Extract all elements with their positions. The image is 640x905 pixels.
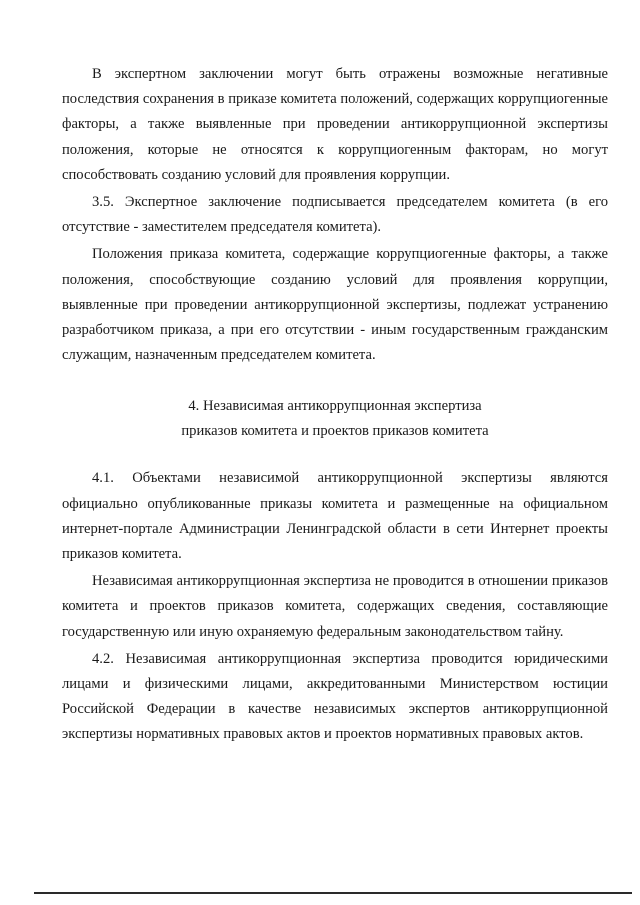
paragraph-secret-exclusion: Независимая антикоррупционная экспертиза не проводится в отношении приказов комитета и проектов приказов комитета, содержащих сведения, составляющие государственную или иную охраняемую федеральным законодательством тайну. <box>62 573 608 640</box>
paragraph-4-2-experts: 4.2. Независимая антикоррупционная экспертиза проводится юридическими лицами и физическими лицами, аккредитованными Министерством юстиции Российской Федерации в качестве независимых экспертов антикоррупционной экспертизы нормативных правовых актов и проектов нормативных правовых актов. <box>62 650 608 743</box>
paragraph-4-1-objects: 4.1. Объектами независимой антикоррупционной экспертизы являются официально опубликованные приказы комитета и размещенные на официальном интернет-портале Администрации Ленинградской области в сети Интернет проекты приказов комитета. <box>62 470 608 563</box>
paragraph-3-5-signature: 3.5. Экспертное заключение подписывается председателем комитета (в его отсутствие - заместителем председателя комитета). <box>62 194 608 236</box>
paragraph-negative-consequences: В экспертном заключении могут быть отражены возможные негативные последствия сохранения в приказе комитета положений, содержащих коррупциогенные факторы, а также выявленные при проведении антикоррупционной экспертизы положения, которые не относятся к коррупциогенным факторам, но могут способствовать созданию условий для проявления коррупции. <box>62 66 608 183</box>
section-title-line-1: 4. Независимая антикоррупционная экспертиза <box>188 398 482 415</box>
scan-bottom-edge <box>34 892 632 894</box>
section-4-title <box>62 394 608 444</box>
paragraph-elimination-provisions: Положения приказа комитета, содержащие коррупциогенные факторы, а также положения, способствующие созданию условий для проявления коррупции, выявленные при проведении антикоррупционной экспертизы, подлежат устранению разработчиком приказа, а при его отсутствии - иным государственным гражданским служащим, назначенным председателем комитета. <box>62 246 608 364</box>
section-title-line-2: приказов комитета и проектов приказов комитета <box>181 423 489 440</box>
document-page <box>62 62 608 748</box>
